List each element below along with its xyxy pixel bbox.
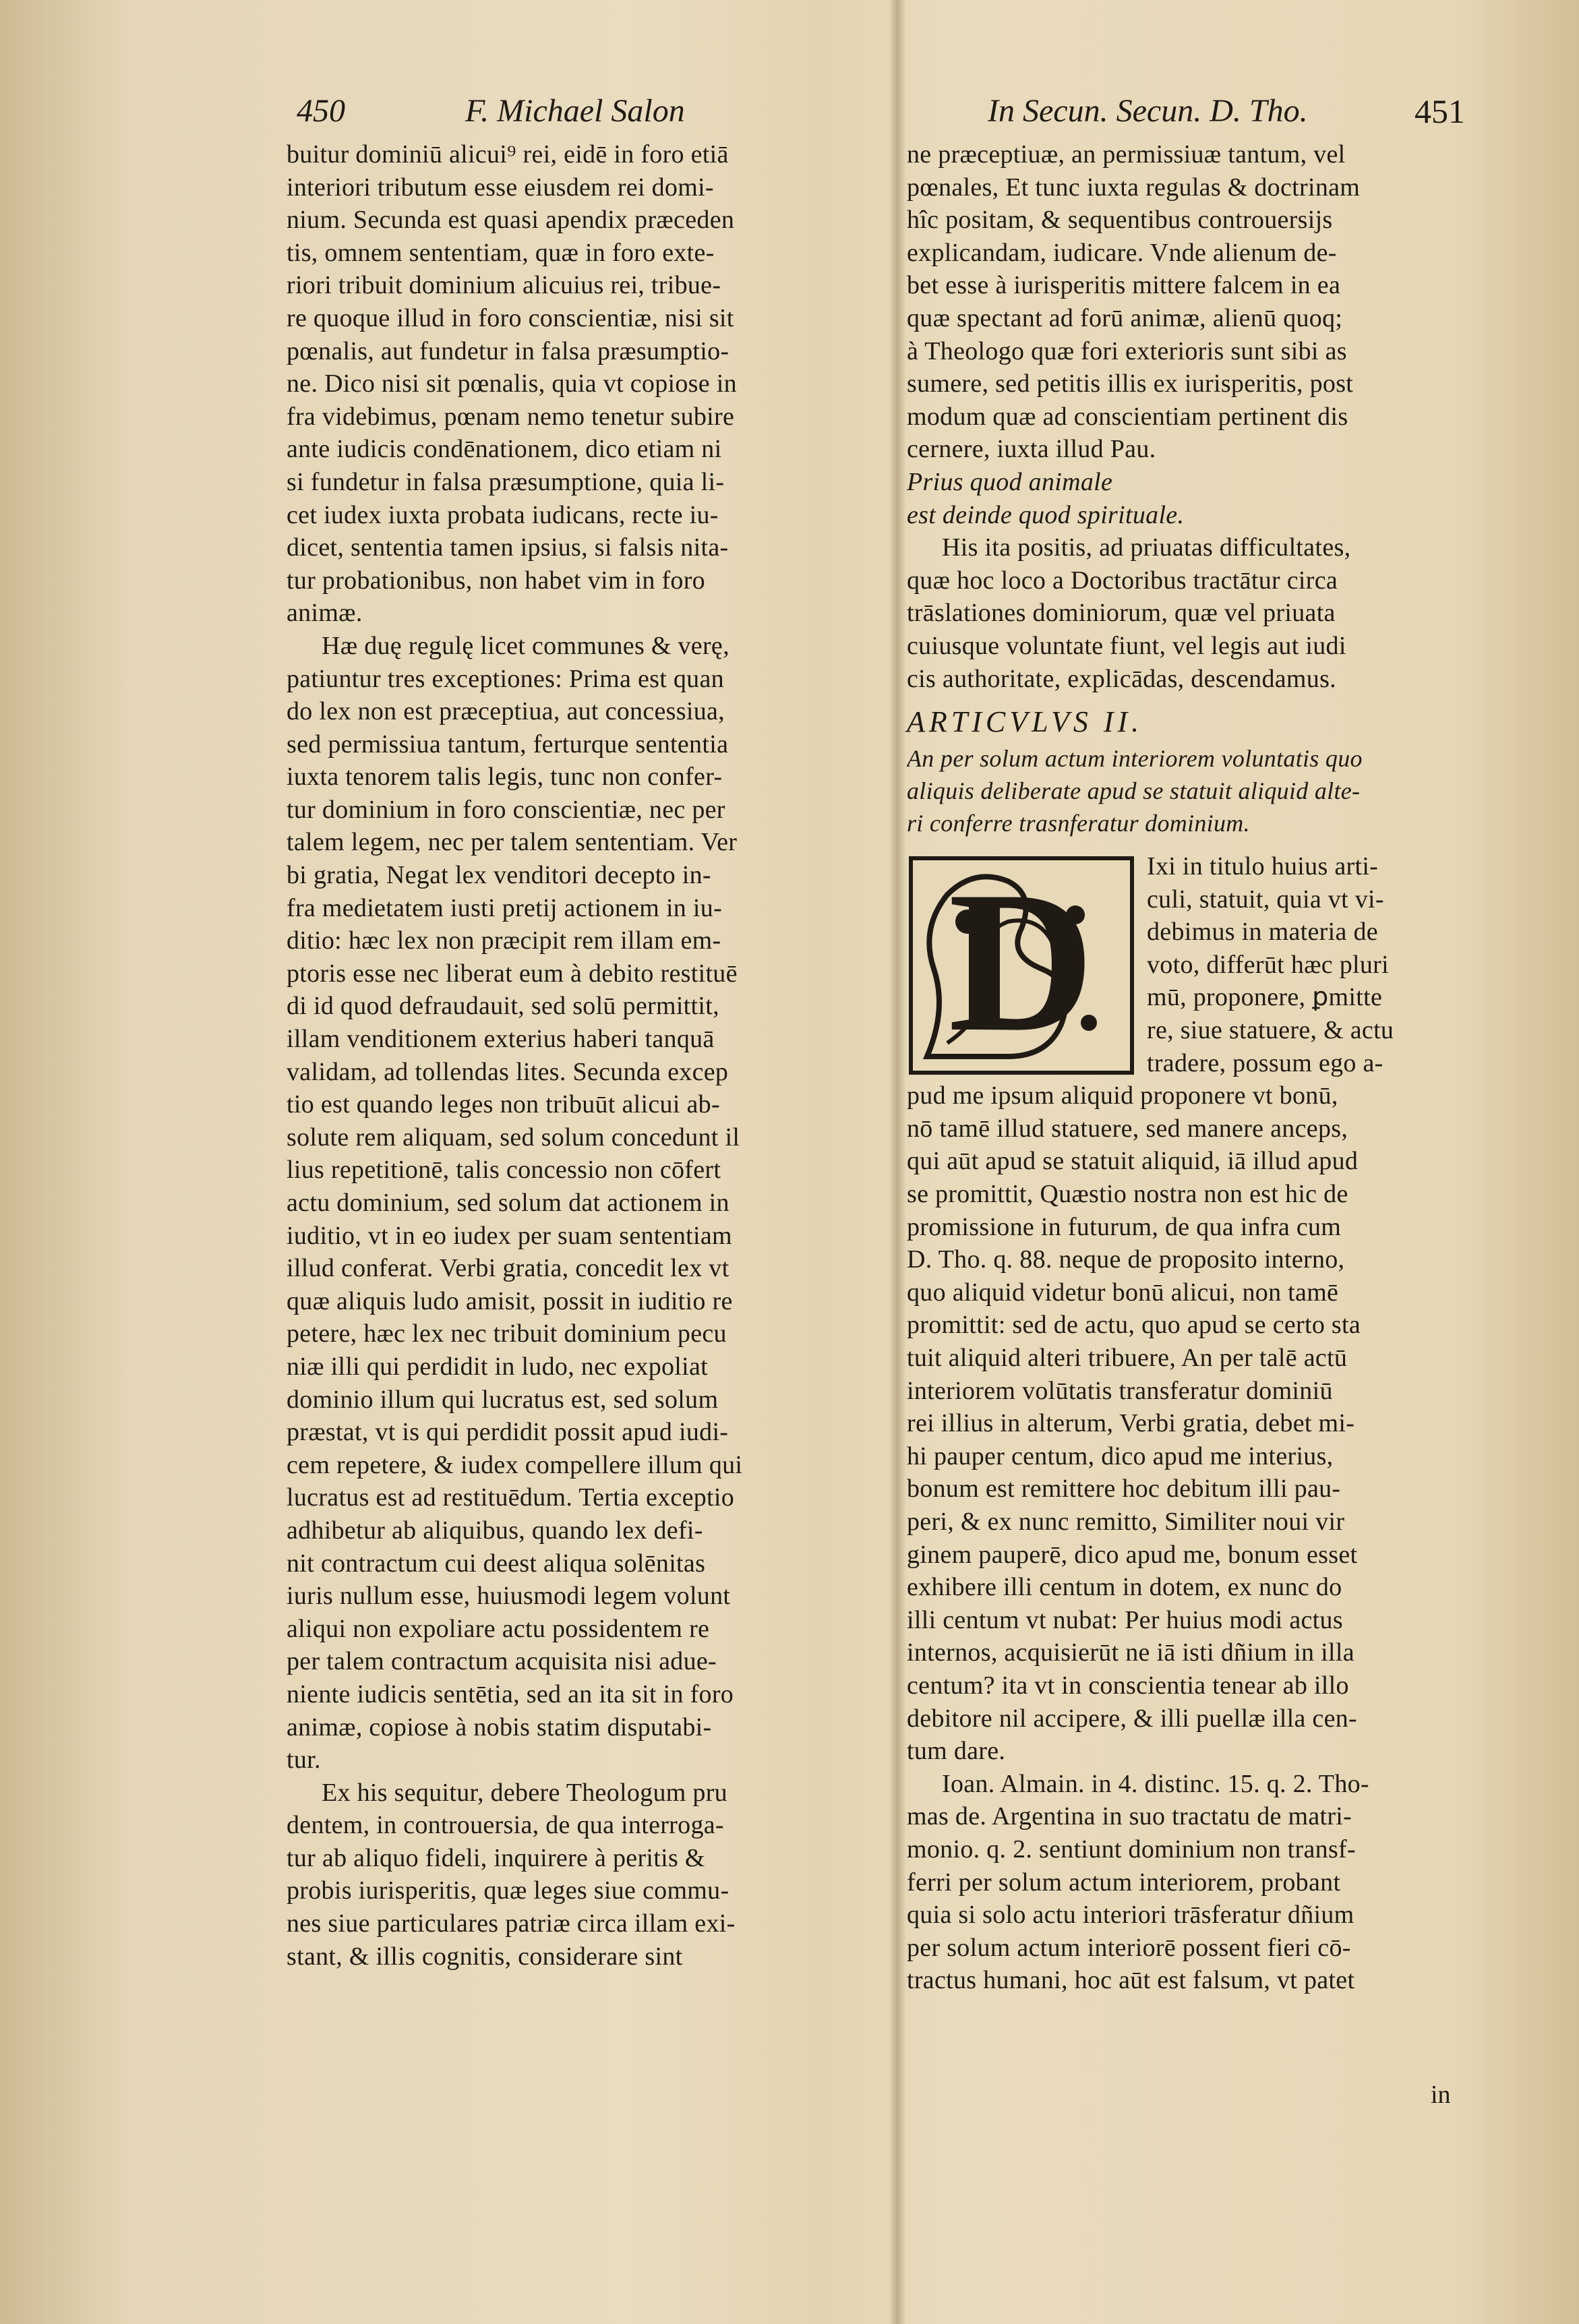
initial-letter: D — [948, 854, 1095, 1074]
left-text-line: sed permissiua tantum, ferturque sententia — [287, 729, 729, 758]
left-text-line: lius repetitionē, talis concessio non cōfert — [287, 1156, 721, 1185]
left-text-line: buitur dominiū alicui⁹ rei, eidē in foro etiā — [287, 140, 729, 169]
left-text-line: nium. Secunda est quasi apendix præceden — [287, 206, 735, 235]
right-text-line: quæ hoc loco a Doctoribus tractātur circa — [907, 566, 1338, 595]
left-text-line: cem repetere, & iudex compellere illum qui — [287, 1450, 743, 1479]
right-text-line: trāslationes dominiorum, quæ vel priuata — [907, 599, 1336, 628]
left-text-line: præstat, vt is qui perdidit possit apud iudi- — [287, 1418, 729, 1447]
left-text-line: interiori tributum esse eiusdem rei domi- — [287, 173, 714, 202]
left-text-line: adhibetur ab aliquibus, quando lex defi- — [287, 1516, 703, 1545]
right-page-number: 451 — [1414, 92, 1465, 130]
left-text-line: dentem, in controuersia, de qua interroga- — [287, 1811, 724, 1840]
right-text-line: hi pauper centum, dico apud me interius, — [907, 1441, 1334, 1470]
left-text-line: actu dominium, sed solum dat actionem in — [287, 1189, 729, 1217]
left-text-line: fra videbimus, pœnam nemo tenetur subire — [287, 402, 735, 431]
left-text-line: do lex non est præceptiua, aut concessiua, — [287, 697, 725, 726]
right-text-line: centum? ita vt in conscientia tenear ab illo — [907, 1671, 1349, 1700]
right-text-line: illi centum vt nubat: Per huius modi actus — [907, 1605, 1343, 1634]
right-column-body — [907, 1079, 1466, 1997]
left-text-line: lucratus est ad restituēdum. Tertia exceptio — [287, 1483, 735, 1512]
left-text-line: petere, hæc lex nec tribuit dominium pecu — [287, 1319, 727, 1348]
right-text-line: tractus humani, hoc aūt est falsum, vt patet — [907, 1966, 1355, 1995]
pauline-quote-part1: Prius quod animale — [907, 467, 1113, 496]
left-text-line: cet iudex iuxta probata iudicans, recte iu- — [287, 500, 719, 529]
left-text-line: niente iudicis sentētia, sed an ita sit in foro — [287, 1679, 734, 1708]
right-text-line: tum dare. — [907, 1737, 1006, 1766]
article-question-line: aliquis deliberate apud se statuit aliquid alte- — [907, 777, 1361, 805]
left-text-line: iuris nullum esse, huiusmodi legem volunt — [287, 1582, 731, 1611]
left-text-line: illam venditionem exterius haberi tanquā — [287, 1025, 715, 1054]
right-text-line: tuit aliquid alteri tribuere, An per talē actū — [907, 1344, 1348, 1372]
left-text-line: animæ. — [287, 599, 363, 628]
left-text-line: ne. Dico nisi sit pœnalis, quia vt copiose in — [287, 369, 737, 398]
initial-adjacent-line: debimus in materia de — [1147, 918, 1378, 947]
right-text-line: nō tamē illud statuere, sed manere anceps, — [907, 1114, 1348, 1143]
right-text-line: cuiusque voluntate fiunt, vel legis aut iudi — [907, 631, 1346, 660]
right-text-line: quæ spectant ad forū animæ, alienū quoq; — [907, 303, 1343, 332]
right-text-line: debitore nil accipere, & illi puellæ illa cen- — [907, 1704, 1358, 1733]
initial-adjacent-line: re, siue statuere, & actu — [1147, 1016, 1394, 1045]
catchword: in — [1431, 2081, 1451, 2109]
left-text-line: di id quod defraudauit, sed solū permittit, — [287, 992, 719, 1021]
right-text-line: interiorem volūtatis transferatur dominiū — [907, 1376, 1333, 1405]
left-text-line: re quoque illud in foro conscientiæ, nisi sit — [287, 303, 734, 332]
left-text-line: quæ aliquis ludo amisit, possit in iuditio re — [287, 1286, 733, 1315]
left-text-line: tio est quando leges non tribuūt alicui ab- — [287, 1090, 720, 1119]
right-column-continuation — [907, 138, 1466, 466]
left-text-line: tur dominium in foro conscientiæ, nec per — [287, 795, 725, 824]
left-text-line: per talem contractum acquisita nisi adue- — [287, 1647, 717, 1676]
right-text-line: qui aūt apud se statuit aliquid, iā illud apud — [907, 1147, 1359, 1176]
right-text-line: ginem pauperē, dico apud me, bonum esset — [907, 1540, 1358, 1569]
left-text-line: nes siue particulares patriæ circa illam exi- — [287, 1909, 736, 1938]
right-text-line: modum quæ ad conscientiam pertinent dis — [907, 402, 1348, 431]
left-text-line: animæ, copiose à nobis statim disputabi- — [287, 1712, 712, 1741]
left-text-line: illud conferat. Verbi gratia, concedit lex vt — [287, 1254, 729, 1283]
book-gutter — [889, 0, 906, 2324]
left-text-line: stant, & illis cognitis, considerare sint — [287, 1942, 683, 1971]
right-text-line: per solum actum interiorē possent fieri cō- — [907, 1933, 1351, 1962]
right-text-line: monio. q. 2. sentiunt dominium non transf- — [907, 1835, 1356, 1864]
article-question-line: An per solum actum interiorem voluntatis quo — [907, 745, 1363, 773]
left-text-line: dominio illum qui lucratus est, sed solum — [287, 1385, 719, 1414]
left-text-line: tur probationibus, non habet vim in foro — [287, 566, 705, 595]
right-text-line: Ioan. Almain. in 4. distinc. 15. q. 2. Tho- — [942, 1769, 1369, 1798]
left-text-line: pœnalis, aut fundetur in falsa præsumptio- — [287, 336, 729, 365]
left-text-line: probis iurisperitis, quæ leges siue commu- — [287, 1876, 729, 1905]
left-text-line: ante iudicis condēnationem, dico etiam ni — [287, 435, 722, 464]
right-text-line: exhibere illi centum in dotem, ex nunc do — [907, 1573, 1342, 1602]
right-text-line: cernere, iuxta illud Pau. — [907, 435, 1156, 464]
right-text-line: internos, acquisierūt ne iā isti dñium in illa — [907, 1638, 1354, 1667]
left-text-line: tis, omnem sententiam, quæ in foro exte- — [287, 238, 715, 267]
right-text-column — [907, 138, 1466, 1997]
right-text-line: à Theologo quæ fori exterioris sunt sibi as — [907, 336, 1347, 365]
right-text-line: bet esse à iurisperitis mittere falcem in ea — [907, 271, 1341, 300]
left-running-title: F. Michael Salon — [465, 93, 685, 129]
right-text-line: se promittit, Quæstio nostra non est hic de — [907, 1180, 1348, 1209]
right-text-line: sumere, sed petitis illis ex iurisperitis, post — [907, 369, 1354, 398]
left-text-column — [287, 138, 846, 1973]
left-text-line: iuditio, vt in eo iudex per suam sententiam — [287, 1221, 732, 1250]
left-text-line: solute rem aliquam, sed solum concedunt il — [287, 1123, 740, 1152]
left-page-number: 450 — [297, 93, 345, 129]
right-text-line: quia si solo actu interiori trāsferatur dñium — [907, 1901, 1354, 1930]
right-text-line: promittit: sed de actu, quo apud se certo sta — [907, 1311, 1361, 1340]
right-text-line: peri, & ex nunc remitto, Similiter noui vir — [907, 1507, 1345, 1536]
left-text-line: patiuntur tres exceptiones: Prima est quan — [287, 664, 724, 693]
left-text-line: ditio: hæc lex non præcipit rem illam em- — [287, 926, 721, 955]
left-text-line: tur. — [287, 1746, 321, 1775]
left-text-line: Ex his sequitur, debere Theologum pru — [322, 1778, 727, 1807]
left-text-line: validam, ad tollendas lites. Secunda excep — [287, 1057, 729, 1086]
left-text-line: Hæ duę regulę licet communes & verę, — [322, 631, 729, 660]
initial-adjacent-line: mū, proponere, ꝑmitte — [1147, 983, 1383, 1012]
right-text-line: cis authoritate, explicādas, descendamus. — [907, 664, 1336, 693]
initial-adjacent-line: voto, differūt hæc pluri — [1147, 950, 1389, 979]
right-text-line: mas de. Argentina in suo tractatu de matri- — [907, 1802, 1352, 1831]
right-text-line: D. Tho. q. 88. neque de proposito interno, — [907, 1245, 1345, 1274]
right-text-line: His ita positis, ad priuatas difficultates, — [942, 533, 1351, 562]
left-text-line: iuxta tenorem talis legis, tunc non confer- — [287, 763, 723, 792]
right-running-title: In Secun. Secun. D. Tho. — [988, 93, 1308, 129]
left-text-line: bi gratia, Negat lex venditori decepto in- — [287, 861, 711, 890]
pauline-quote-part2: est deinde quod spirituale. — [907, 500, 1185, 529]
right-text-line: hîc positam, & sequentibus controuersijs — [907, 206, 1333, 235]
right-text-line: bonum est remittere hoc debitum illi pau- — [907, 1474, 1341, 1503]
right-text-line: ne præceptiuæ, an permissiuæ tantum, vel — [907, 140, 1346, 169]
article-title: ARTICVLVS II. — [907, 705, 1143, 739]
left-text-line: ptoris esse nec liberat eum à debito restituē — [287, 959, 738, 988]
decorated-initial-d-icon — [907, 854, 1136, 1077]
initial-adjacent-line: Ixi in titulo huius arti- — [1147, 852, 1379, 881]
initial-adjacent-line: culi, statuit, quia vt vi- — [1147, 885, 1384, 914]
article-question-line: ri conferre trasnferatur dominium. — [907, 810, 1250, 837]
initial-block — [907, 850, 1466, 1079]
right-text-line: ferri per solum actum interiorem, probant — [907, 1868, 1341, 1897]
right-text-line: promissione in futurum, de qua infra cum — [907, 1212, 1342, 1241]
left-text-line: dicet, sententia tamen ipsius, si falsis nita- — [287, 533, 729, 562]
initial-adjacent-line: tradere, possum ego a- — [1147, 1048, 1383, 1077]
right-text-line: pud me ipsum aliquid proponere vt bonū, — [907, 1081, 1338, 1110]
left-text-line: fra medietatem iusti pretij actionem in iu- — [287, 893, 723, 922]
left-text-line: talem legem, nec per talem sententiam. Ver — [287, 828, 738, 857]
right-text-line: rei illius in alterum, Verbi gratia, debet mi- — [907, 1409, 1355, 1438]
right-text-line: quo aliquid videtur bonū alicui, non tamē — [907, 1278, 1339, 1307]
right-text-line: explicandam, iudicare. Vnde alienum de- — [907, 238, 1337, 267]
left-text-line: tur ab aliquo fideli, inquirere à peritis & — [287, 1843, 705, 1872]
right-text-line: pœnales, Et tunc iuxta regulas & doctrinam — [907, 173, 1361, 202]
left-text-line: riori tribuit dominium alicuius rei, tribue- — [287, 271, 721, 300]
article-question — [907, 742, 1466, 839]
left-text-line: si fundetur in falsa præsumptione, quia li- — [287, 467, 725, 496]
left-text-line: nit contractum cui deest aliqua solēnitas — [287, 1549, 706, 1578]
left-text-line: niæ illi qui perdidit in ludo, nec expoliat — [287, 1352, 709, 1381]
left-text-line: aliqui non expoliare actu possidentem re — [287, 1614, 710, 1643]
right-column-transition — [907, 531, 1466, 695]
